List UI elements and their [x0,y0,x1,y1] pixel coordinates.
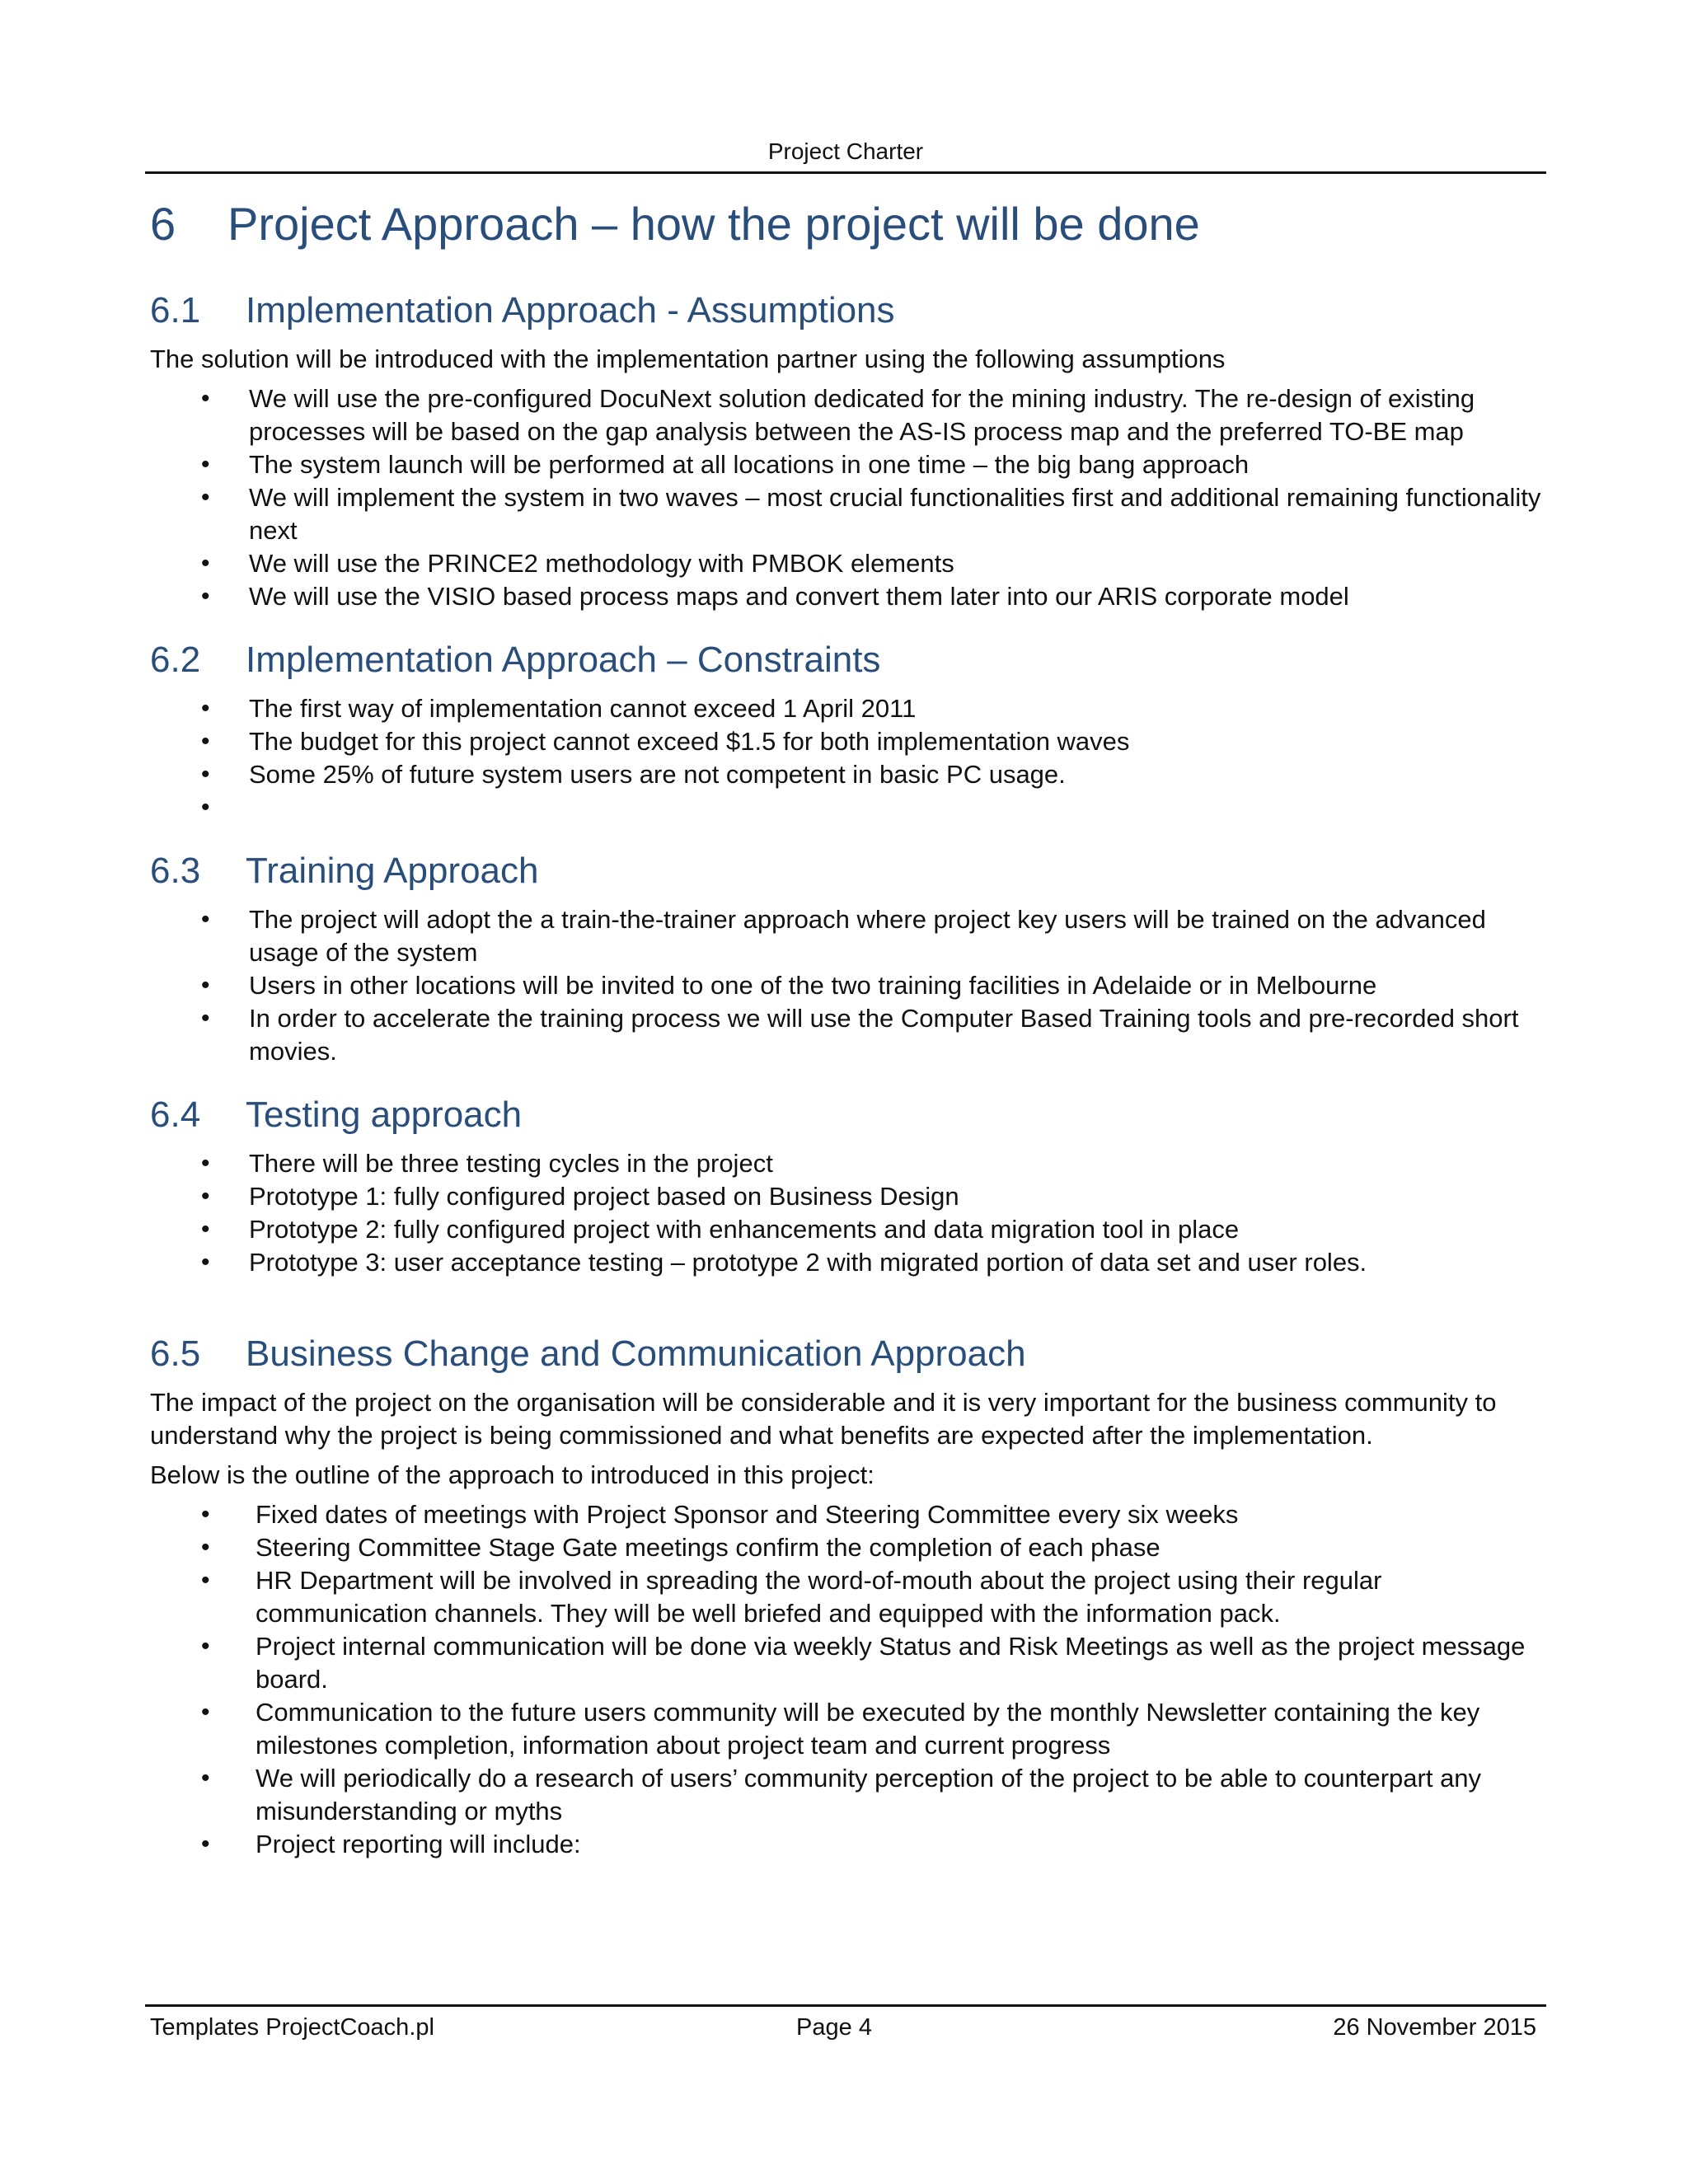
section-6-3-heading [150,846,1543,897]
section-6-heading [150,191,1543,257]
list-item: • Users in other locations will be invited to one of the two training facilities in Adelaide or in Melbourne [150,969,1543,1002]
bullet-icon: • [201,1183,210,1210]
footer-page-number: Page 4 [796,2014,872,2041]
list-item: • The budget for this project cannot exceed $1.5 for both implementation waves [150,725,1543,758]
bullet-icon: • [201,583,210,610]
section-6-3-number: 6.3 [150,851,201,891]
section-6-2-list [150,692,1543,824]
section-6-2-heading [150,635,1543,686]
section-6-5-list [150,1498,1543,1861]
list-item: • Some 25% of future system users are not competent in basic PC usage. [150,758,1543,791]
section-6-number: 6 [150,198,176,250]
spacer [150,1284,1543,1307]
section-6-1-intro: The solution will be introduced with the implementation partner using the following assumptions [150,344,1226,373]
section-6-1-title: Implementation Approach - Assumptions [246,290,895,330]
bullet-icon: • [201,1633,210,1660]
list-item: • We will implement the system in two waves – most crucial functionalities first and additional remaining functionality next [201,483,1541,545]
list-item: • There will be three testing cycles in the project [150,1147,1543,1180]
list-item [150,791,1543,824]
header-divider [145,171,1546,174]
section-6-title: Project Approach – how the project will be done [227,198,1200,250]
bullet-icon: • [201,1534,210,1561]
section-6-4-list [150,1147,1543,1279]
section-6-3-title: Training Approach [246,851,539,891]
list-item: • Prototype 2: fully configured project with enhancements and data migration tool in place [150,1213,1543,1246]
bullet-icon: • [201,1249,210,1276]
section-6-2-title: Implementation Approach – Constraints [246,640,881,680]
document-body [150,191,1543,1866]
list-item: • HR Department will be involved in spreading the word-of-mouth about the project using their regular communication channels. They will be well briefed and equipped with the information pack. [201,1566,1382,1628]
bullet-icon: • [201,1765,210,1792]
bullet-icon: • [201,1501,210,1528]
list-item: • The system launch will be performed at all locations in one time – the big bang approach [150,448,1543,481]
list-item: • The project will adopt the a train-the-trainer approach where project key users will be trained on the advanced usage of the system [201,905,1486,967]
list-item: • Project reporting will include: [150,1828,1543,1861]
list-item: • Communication to the future users community will be executed by the monthly Newsletter containing the key milestones completion, information about project team and current progress [201,1698,1480,1760]
list-item: • Prototype 1: fully configured project based on Business Design [150,1180,1543,1213]
footer-divider [145,2004,1546,2007]
section-6-4-heading [150,1090,1543,1141]
list-item: • Steering Committee Stage Gate meetings confirm the completion of each phase [150,1531,1543,1564]
section-6-3-list [150,903,1543,1068]
bullet-icon: • [201,972,210,999]
section-6-1-list [150,382,1543,613]
section-6-5-paragraph-1: The impact of the project on the organisation will be considerable and it is very important for the business community to understand why the project is being commissioned and what benefits are expected after the implementation. [150,1388,1497,1450]
list-item: • In order to accelerate the training process we will use the Computer Based Training tools and pre-recorded short movies. [201,1004,1519,1066]
bullet-icon: • [201,761,210,788]
section-6-5-title: Business Change and Communication Approach [246,1333,1026,1374]
bullet-icon: • [201,1699,210,1726]
bullet-icon: • [201,695,210,722]
list-item: • We will use the VISIO based process maps and convert them later into our ARIS corporate model [150,580,1543,613]
list-item: • We will use the PRINCE2 methodology with PMBOK elements [150,547,1543,580]
list-item: • We will use the pre-configured DocuNext solution dedicated for the mining industry. The re-design of existing processes will be based on the gap analysis between the AS-IS process map and the preferred TO-BE map [201,384,1475,446]
section-6-5-number: 6.5 [150,1333,201,1374]
bullet-icon: • [201,385,210,412]
list-item: • We will periodically do a research of users’ community perception of the project to be able to counterpart any misunderstanding or myths [201,1764,1482,1825]
list-item: • The first way of implementation cannot exceed 1 April 2011 [150,692,1543,725]
bullet-icon: • [201,451,210,478]
bullet-icon: • [201,1567,210,1594]
bullet-icon: • [201,1830,210,1858]
section-6-1-number: 6.1 [150,290,201,330]
bullet-icon: • [201,728,210,755]
section-6-2-number: 6.2 [150,640,201,680]
page-header-title: Project Charter [767,138,924,164]
section-6-5-heading [150,1329,1543,1380]
footer-date: 26 November 2015 [1333,2014,1536,2041]
footer-source: Templates ProjectCoach.pl [150,2014,434,2041]
list-item: • Project internal communication will be done via weekly Status and Risk Meetings as well as the project message board. [201,1632,1526,1694]
section-6-4-number: 6.4 [150,1094,201,1135]
list-item: • Fixed dates of meetings with Project Sponsor and Steering Committee every six weeks [150,1498,1543,1531]
section-6-5-paragraph-2: Below is the outline of the approach to introduced in this project: [150,1460,874,1489]
bullet-icon: • [201,1216,210,1243]
list-item: • Prototype 3: user acceptance testing – prototype 2 with migrated portion of data set and user roles. [150,1246,1543,1279]
bullet-icon: • [201,1005,210,1032]
bullet-icon: • [201,906,210,933]
section-6-1-heading [150,285,1543,336]
bullet-icon: • [201,794,210,821]
bullet-icon: • [201,484,210,511]
bullet-icon: • [201,1150,210,1177]
bullet-icon: • [201,550,210,577]
section-6-4-title: Testing approach [246,1094,523,1135]
